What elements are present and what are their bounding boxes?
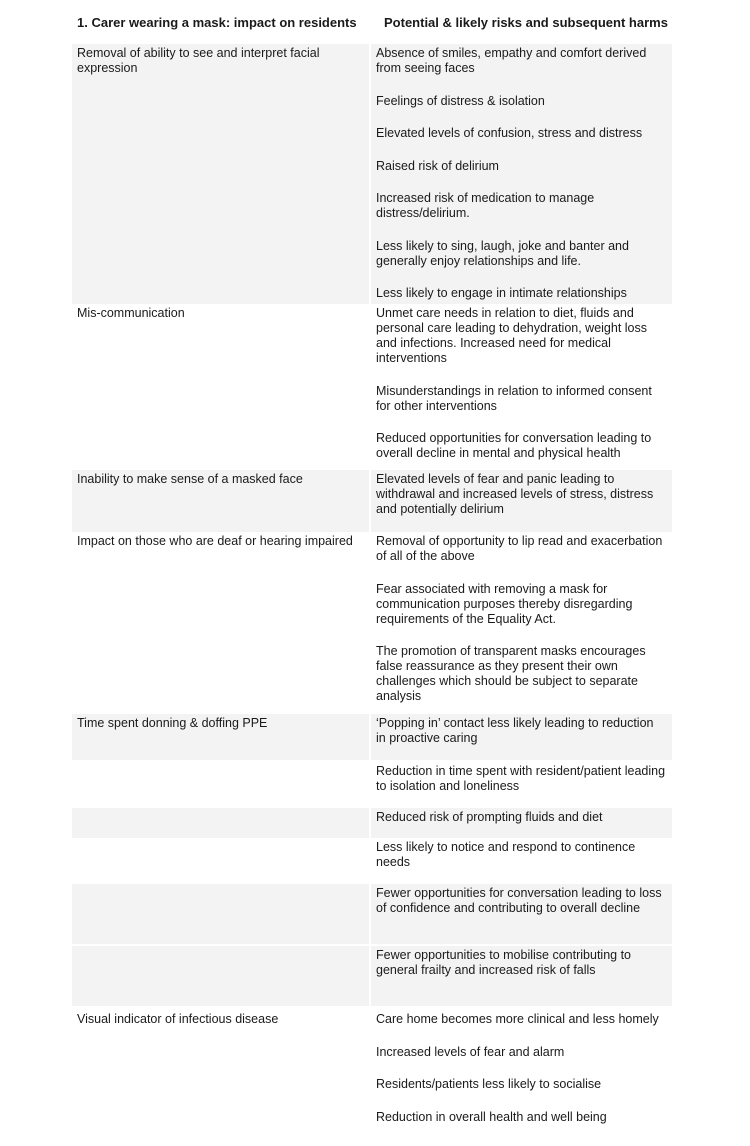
impact-cell [72,838,369,884]
impact-cell: Impact on those who are deaf or hearing impaired [77,534,353,548]
risks-cell [371,884,672,944]
table-row [72,1010,672,1140]
risk-table [72,0,672,1140]
risk-item: Reduced risk of prompting fluids and diet [376,810,603,824]
risk-item: Fewer opportunities to mobilise contributing to general frailty and increased risk of falls [376,948,631,977]
risks-cell [371,808,672,838]
risk-item: Misunderstandings in relation to informed consent for other interventions [376,383,652,413]
risk-item: Absence of smiles, empathy and comfort derived from seeing faces [376,46,647,75]
impact-cell [72,946,369,1006]
risk-item: Increased risk of medication to manage distress/delirium. [376,191,595,220]
risk-item: Increased levels of fear and alarm [376,1044,565,1059]
risks-cell [371,714,672,760]
risks-cell [371,1010,672,1140]
table-row [72,838,672,884]
risk-item: Less likely to notice and respond to continence needs [376,840,636,869]
risk-item: Reduction in overall health and well being [376,1109,607,1124]
risk-item: Residents/patients less likely to socialise [376,1077,602,1091]
impact-cell: Inability to make sense of a masked face [72,470,369,532]
risk-item: Unmet care needs in relation to diet, fluids and personal care leading to dehydration, weight loss and infections. Increased need for medical interventions [376,306,648,365]
risk-item: ‘Popping in’ contact less likely leading to reduction in proactive caring [376,716,654,745]
risk-item: Elevated levels of confusion, stress and distress [376,126,643,140]
risk-item: Feelings of distress & isolation [376,93,545,108]
risks-cell [371,44,672,304]
table-row [72,44,672,304]
table-row [72,714,672,760]
risk-item: Care home becomes more clinical and less homely [376,1012,659,1026]
risk-item: Removal of opportunity to lip read and exacerbation of all of the above [376,534,663,563]
header-risks: Potential & likely risks and subsequent harms [384,14,668,30]
impact-cell [72,884,369,944]
risk-item: Less likely to sing, laugh, joke and banter and generally enjoy relationships and life. [376,238,629,268]
impact-cell [72,762,369,808]
risks-cell [371,762,672,808]
impact-cell: Time spent donning & doffing PPE [72,714,369,760]
table-row [72,762,672,808]
risk-item: Fear associated with removing a mask for communication purposes thereby disregarding requirements of the Equality Act. [376,581,633,626]
risks-cell [371,946,672,1006]
header-impact: 1. Carer wearing a mask: impact on residents [77,14,357,30]
table-row [72,946,672,1006]
impact-cell: Removal of ability to see and interpret facial expression [72,44,369,304]
risk-item: Raised risk of delirium [376,158,499,173]
risk-item: Elevated levels of fear and panic leading to withdrawal and increased levels of stress, distress and potentially delirium [376,472,654,516]
impact-cell: Visual indicator of infectious disease [77,1012,279,1026]
risk-item: Fewer opportunities for conversation leading to loss of confidence and contributing to overall decline [376,886,662,915]
table-header [72,0,672,44]
risk-item: Less likely to engage in intimate relationships [376,286,627,300]
table-row [72,532,672,714]
risks-cell [371,470,672,532]
impact-cell: Mis-communication [77,306,185,320]
risk-item: Reduction in time spent with resident/patient leading to isolation and loneliness [376,764,666,793]
table-row [72,808,672,838]
table-row [72,304,672,470]
table-row [72,884,672,944]
risks-cell [371,304,672,470]
risks-cell [371,532,672,714]
risk-item: Reduced opportunities for conversation leading to overall decline in mental and physical health [376,431,652,460]
table-row [72,470,672,532]
risk-item: The promotion of transparent masks encourages false reassurance as they present their own challenges which should be subject to separate analysis [376,644,646,703]
risks-cell [371,838,672,884]
impact-cell [72,808,369,838]
